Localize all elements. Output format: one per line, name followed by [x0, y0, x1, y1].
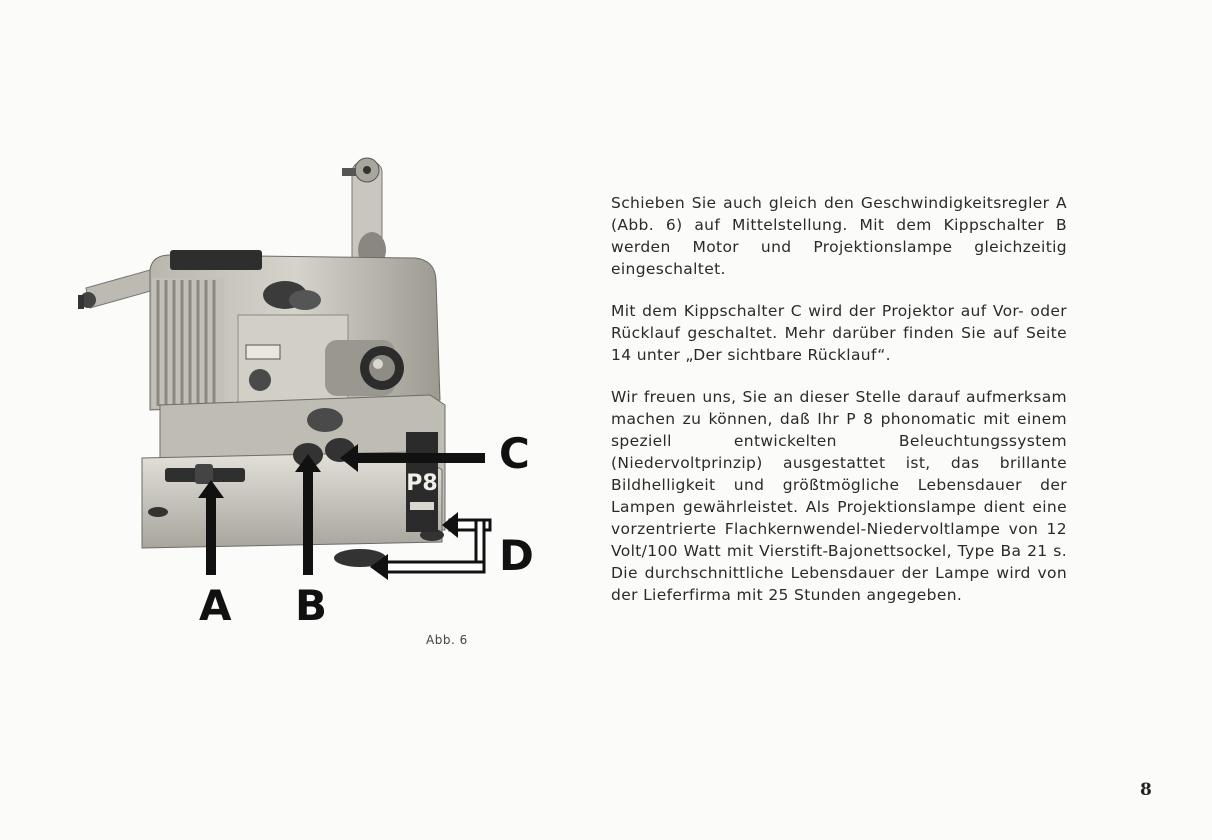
label-c: C — [499, 429, 530, 478]
projector-body — [150, 250, 440, 415]
left-spindle — [78, 270, 154, 309]
label-b: B — [295, 581, 328, 630]
vent-grille — [152, 278, 224, 408]
label-a: A — [199, 581, 232, 630]
projector-figure — [70, 150, 540, 640]
page-number: 8 — [1140, 780, 1152, 800]
projector-base — [142, 395, 445, 567]
model-badge — [406, 432, 438, 532]
lens — [325, 340, 404, 396]
badge-model-text: P8 — [406, 471, 438, 496]
paragraph-2: Mit dem Kippschalter C wird der Projektor auf Vor- oder Rücklauf geschaltet. Mehr darüber finden Sie auf Seite 14 unter „Der sichtbare Rücklauf“. — [611, 302, 1067, 364]
projector-illustration — [70, 150, 540, 640]
paragraph-1: Schieben Sie auch gleich den Geschwindigkeitsregler A (Abb. 6) auf Mittelstellung. Mit dem Kippschalter B werden Motor und Projektionslampe gleichzeitig eingeschaltet. — [611, 194, 1067, 278]
body-text — [611, 192, 1067, 626]
figure-caption: Abb. 6 — [426, 633, 468, 647]
paragraph-3: Wir freuen uns, Sie an dieser Stelle darauf aufmerksam machen zu können, daß Ihr P 8 phonomatic mit einem speziell entwickelten Beleuchtungssystem (Niedervoltprinzip) ausgestattet ist, das brillante Bildhelligkeit und größtmögliche Lebensdauer der Lampen gewährleistet. Als Projektionslampe dient eine vorzentrierte Flachkernwendel-Niedervoltlampe von 12 Volt/100 Watt mit Vierstift-Bajonettsockel, Type Ba 21 s. Die durchschnittliche Lebensdauer der Lampe wird von der Lieferfirma mit 25 Stunden angegeben. — [611, 388, 1067, 604]
reel-arm — [342, 158, 386, 272]
label-d: D — [499, 531, 534, 580]
